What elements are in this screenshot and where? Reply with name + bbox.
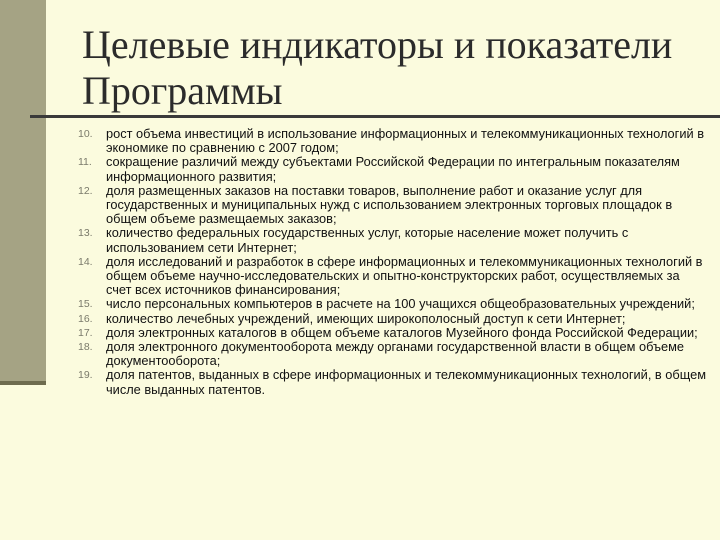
list-item <box>78 226 708 254</box>
item-number: 14. <box>78 255 93 268</box>
item-number: 13. <box>78 227 93 240</box>
list-item <box>78 127 708 155</box>
item-number: 17. <box>78 326 93 339</box>
item-text: доля электронного документооборота между органами государственной власти в общем объеме документооборота; <box>106 339 685 369</box>
item-text: доля патентов, выданных в сфере информационных и телекоммуникационных технологий, в общем числе выданных патентов. <box>106 367 707 397</box>
item-text: количество федеральных государственных услуг, которые население может получить с использованием сети Интернет; <box>106 225 629 255</box>
list-item <box>78 155 708 183</box>
item-number: 18. <box>78 341 93 354</box>
item-number: 15. <box>78 298 93 311</box>
item-text: сокращение различий между субъектами Российской Федерации по интегральным показателям информационного развития; <box>106 154 680 184</box>
list-item <box>78 340 708 368</box>
title-underline <box>30 115 720 118</box>
decorative-side-bar <box>0 0 46 384</box>
decorative-side-rule <box>0 381 46 385</box>
item-text: доля исследований и разработок в сфере информационных и телекоммуникационных технологий в общем объеме научно-исследовательских и опытно-конструкторских работ, осуществляемых за счет всех источников финансирования; <box>106 253 703 298</box>
indicator-list <box>78 127 708 397</box>
item-text: рост объема инвестиций в использование информационных и телекоммуникационных технологий в экономике по сравнению с 2007 годом; <box>106 126 704 156</box>
item-text: число персональных компьютеров в расчете на 100 учащихся общеобразовательных учреждений; <box>106 296 695 312</box>
item-number: 10. <box>78 128 93 140</box>
list-item <box>78 368 708 396</box>
item-number: 19. <box>78 369 93 382</box>
list-item <box>78 312 708 326</box>
item-number: 16. <box>78 312 93 325</box>
list-item <box>78 255 708 298</box>
list-item <box>78 184 708 227</box>
item-number: 11. <box>78 156 92 169</box>
item-number: 12. <box>78 184 93 197</box>
item-text: доля электронных каталогов в общем объеме каталогов Музейного фонда Российской Федерации; <box>106 324 698 340</box>
item-text: количество лечебных учреждений, имеющих широкополосный доступ к сети Интернет; <box>106 310 626 326</box>
list-item <box>78 326 708 340</box>
slide-title: Целевые индикаторы и показатели Программы <box>82 22 673 113</box>
list-item <box>78 297 708 311</box>
item-text: доля размещенных заказов на поставки товаров, выполнение работ и оказание услуг для государственных и муниципальных нужд с использованием электронных торговых площадок в общем объеме размещаемых заказов; <box>106 182 673 227</box>
